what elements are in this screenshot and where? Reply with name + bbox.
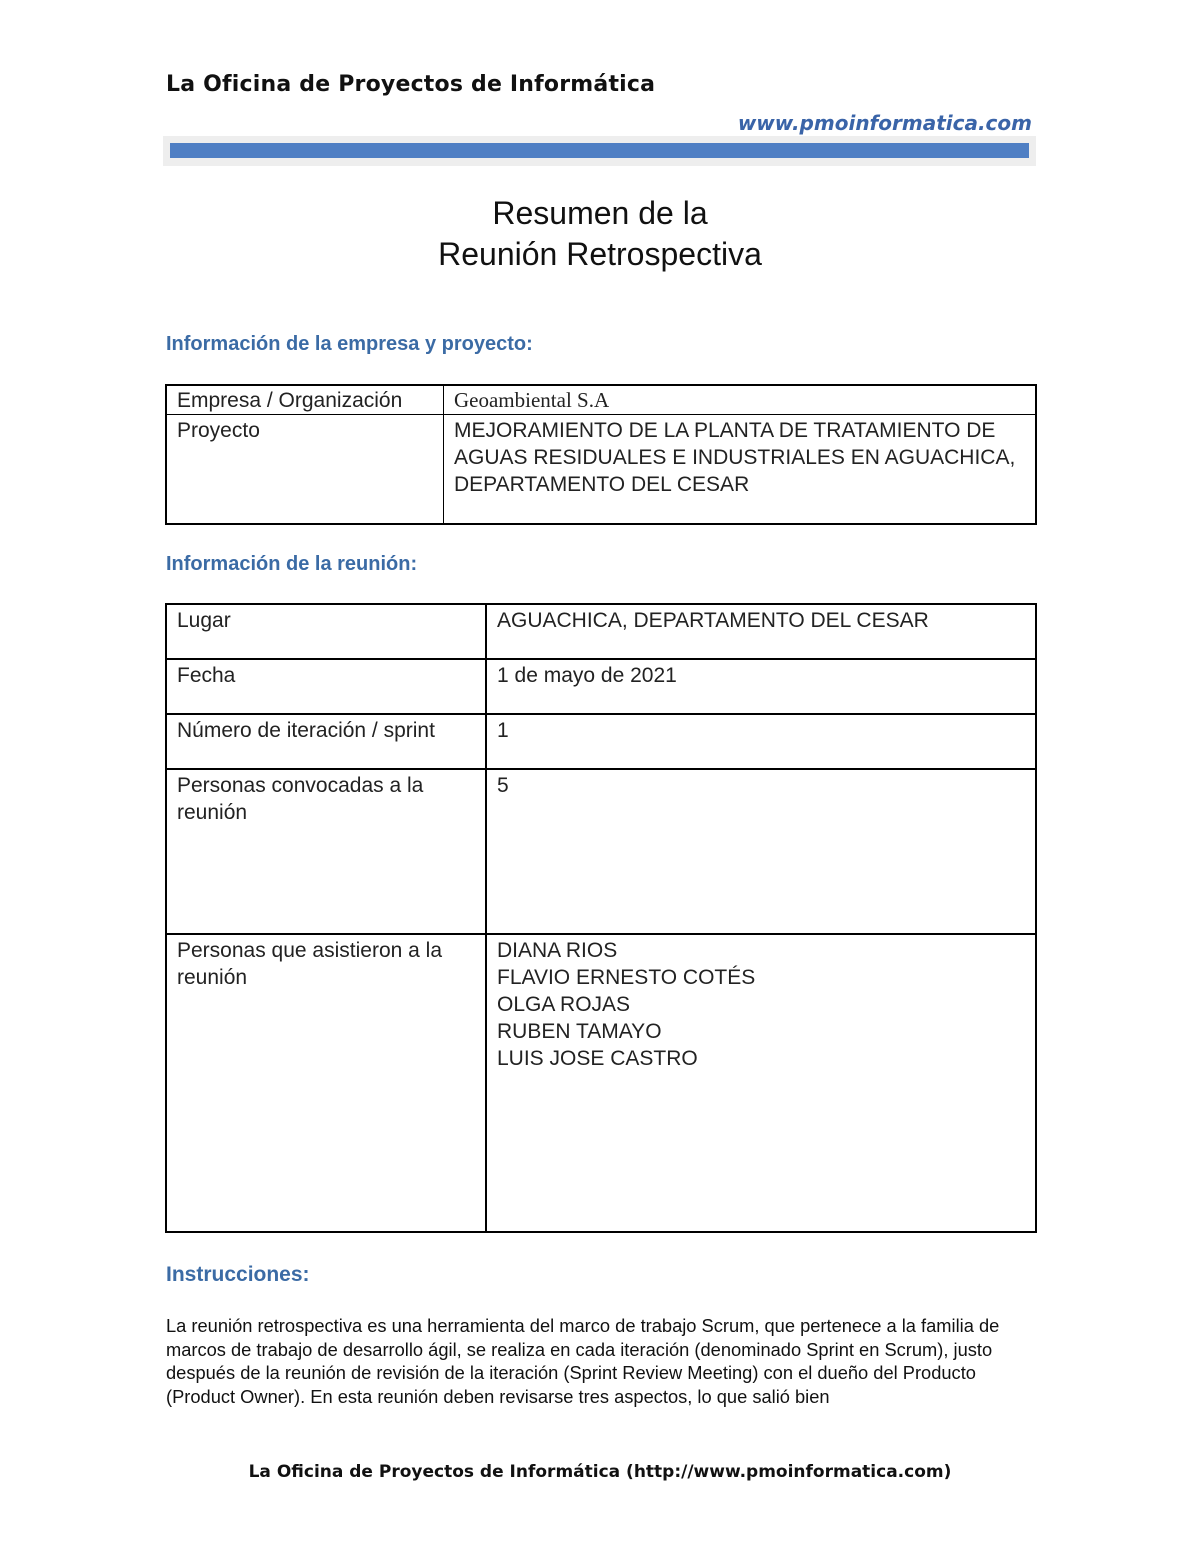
table-row <box>166 714 1036 769</box>
page-footer: La Oficina de Proyectos de Informática (http://www.pmoinformatica.com) <box>248 1462 952 1482</box>
header-bar <box>170 143 1029 158</box>
instructions-heading: Instrucciones: <box>166 1263 310 1286</box>
iteration-value-cell: 1 <box>486 714 1036 769</box>
org-title: La Oficina de Proyectos de Informática <box>166 72 656 97</box>
document-title-line2: Reunión Retrospectiva <box>438 236 762 272</box>
attendee-name: OLGA ROJAS <box>497 993 631 1016</box>
place-label-cell: Lugar <box>166 604 486 659</box>
meeting-section-heading: Información de la reunión: <box>166 553 418 575</box>
company-info-table <box>165 384 1037 525</box>
site-url-link[interactable]: www.pmoinformatica.com <box>737 111 1032 135</box>
company-label-cell: Empresa / Organización <box>166 385 444 415</box>
document-title-line1: Resumen de la <box>492 195 708 231</box>
table-row <box>166 659 1036 714</box>
attendee-name: LUIS JOSE CASTRO <box>497 1047 698 1070</box>
instructions-paragraph: La reunión retrospectiva es una herramienta del marco de trabajo Scrum, que pertenece a la familia de marcos de trabajo de desarrollo ágil, se realiza en cada iteración (denominado Sprint en Scrum), justo después de la reunión de revisión de la iteración (Sprint Review Meeting) con el dueño del Producto (Product Owner). En esta reunión deben revisarse tres aspectos, lo que salió bien <box>166 1315 1000 1407</box>
table-row <box>166 415 1036 525</box>
invited-value-cell: 5 <box>486 769 1036 934</box>
attendee-name: DIANA RIOS <box>497 939 618 962</box>
project-label-cell: Proyecto <box>166 415 444 525</box>
place-value-cell: AGUACHICA, DEPARTAMENTO DEL CESAR <box>486 604 1036 659</box>
iteration-label-cell: Número de iteración / sprint <box>166 714 486 769</box>
table-row <box>166 769 1036 934</box>
company-section-heading: Información de la empresa y proyecto: <box>166 333 533 355</box>
company-value-cell: Geoambiental S.A <box>444 385 1037 415</box>
table-row <box>166 385 1036 415</box>
invited-label-cell: Personas convocadas a la reunión <box>166 769 486 934</box>
attendee-name: RUBEN TAMAYO <box>497 1020 662 1043</box>
attended-value-cell <box>486 934 1036 1232</box>
attended-label-cell: Personas que asistieron a la reunión <box>166 934 486 1232</box>
table-row <box>166 934 1036 1232</box>
project-value-cell: MEJORAMIENTO DE LA PLANTA DE TRATAMIENTO DE AGUAS RESIDUALES E INDUSTRIALES EN AGUACHICA, DEPARTAMENTO DEL CESAR <box>444 415 1037 525</box>
table-row <box>166 604 1036 659</box>
date-label-cell: Fecha <box>166 659 486 714</box>
date-value-cell: 1 de mayo de 2021 <box>486 659 1036 714</box>
attendee-name: FLAVIO ERNESTO COTÉS <box>497 966 756 989</box>
meeting-info-table <box>165 603 1037 1233</box>
